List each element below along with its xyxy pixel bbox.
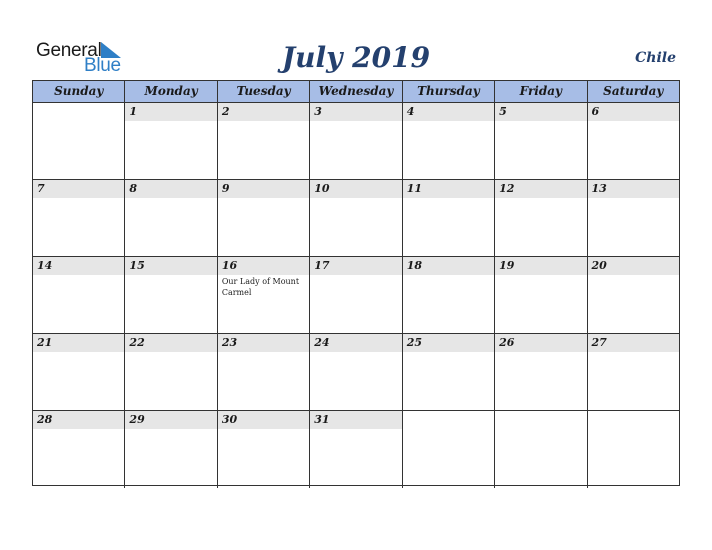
day-number: 1 (129, 105, 138, 118)
logo-text-general: General (36, 40, 102, 61)
day-cell-6 (588, 103, 679, 179)
weekday-header-monday: Monday (125, 81, 217, 102)
day-cell-5 (495, 103, 587, 179)
day-number: 13 (591, 182, 607, 195)
day-number: 26 (499, 336, 515, 349)
day-cell-22 (125, 334, 217, 410)
day-number: 24 (314, 336, 330, 349)
weekday-header-saturday: Saturday (603, 84, 664, 98)
day-number: 30 (221, 413, 238, 426)
day-band (125, 103, 216, 121)
day-cell-27 (588, 334, 679, 410)
day-cell-empty (495, 411, 587, 488)
day-number: 19 (499, 259, 515, 272)
weekday-header-sunday: Sunday (33, 81, 125, 102)
day-cell-1 (125, 103, 217, 179)
week-row (33, 257, 679, 334)
day-cell-25 (403, 334, 495, 410)
day-cell-16 (218, 257, 310, 333)
week-row (33, 180, 679, 257)
day-number: 14 (37, 259, 53, 272)
day-number: 4 (406, 105, 415, 118)
day-number: 16 (221, 259, 238, 272)
day-cell-30 (218, 411, 310, 488)
logo-text-blue: Blue (84, 55, 121, 76)
day-cell-3 (310, 103, 402, 179)
day-number: 31 (314, 413, 330, 426)
day-cell-13 (588, 180, 679, 256)
day-cell-15 (125, 257, 217, 333)
day-cell-empty (403, 411, 495, 488)
week-row (33, 411, 679, 488)
calendar-weeks (33, 103, 679, 488)
day-number: 12 (499, 182, 515, 195)
day-number: 23 (221, 336, 238, 349)
week-row (33, 103, 679, 180)
day-number: 8 (129, 182, 138, 195)
weekday-header-row (33, 81, 679, 103)
weekday-header-friday: Friday (495, 81, 587, 102)
calendar-grid (32, 80, 680, 486)
day-cell-12 (495, 180, 587, 256)
day-cell-4 (403, 103, 495, 179)
day-cell-2 (218, 103, 310, 179)
day-cell-20 (588, 257, 679, 333)
calendar-title: July 2019 (281, 41, 431, 74)
day-band (218, 180, 309, 198)
day-cell-24 (310, 334, 402, 410)
day-cell-21 (33, 334, 125, 410)
day-number: 11 (406, 182, 422, 195)
week-row (33, 334, 679, 411)
day-number: 17 (314, 259, 330, 272)
day-band (403, 103, 494, 121)
day-number: 2 (221, 105, 230, 118)
day-cell-7 (33, 180, 125, 256)
day-band (218, 103, 309, 121)
day-number: 15 (129, 259, 145, 272)
day-number: 28 (37, 413, 53, 426)
day-number: 3 (314, 105, 322, 118)
day-cell-31 (310, 411, 402, 488)
day-cell-28 (33, 411, 125, 488)
day-band (495, 103, 586, 121)
day-number: 21 (37, 336, 53, 349)
day-cell-11 (403, 180, 495, 256)
day-number: 7 (37, 182, 45, 195)
day-cell-8 (125, 180, 217, 256)
day-cell-29 (125, 411, 217, 488)
day-cell-26 (495, 334, 587, 410)
day-number: 5 (499, 105, 507, 118)
day-cell-14 (33, 257, 125, 333)
day-number: 18 (406, 259, 422, 272)
day-band (588, 103, 679, 121)
day-number: 10 (314, 182, 330, 195)
day-cell-18 (403, 257, 495, 333)
holiday-label: Our Lady of Mount Carmel (221, 277, 300, 297)
day-cell-10 (310, 180, 402, 256)
weekday-header-tuesday: Tuesday (218, 81, 310, 102)
day-number: 27 (591, 336, 607, 349)
day-band (33, 180, 124, 198)
weekday-header-wednesday: Wednesday (310, 81, 402, 102)
day-number: 9 (221, 182, 230, 195)
day-band (125, 180, 216, 198)
country-label: Chile (635, 50, 676, 66)
day-number: 25 (406, 336, 422, 349)
day-cell-9 (218, 180, 310, 256)
day-band (310, 103, 401, 121)
day-cell-23 (218, 334, 310, 410)
day-cell-empty (588, 411, 679, 488)
day-cell-empty (33, 103, 125, 179)
day-cell-17 (310, 257, 402, 333)
day-number: 22 (129, 336, 145, 349)
day-number: 6 (591, 105, 600, 118)
day-cell-19 (495, 257, 587, 333)
weekday-header-thursday: Thursday (403, 81, 495, 102)
day-number: 29 (129, 413, 145, 426)
day-number: 20 (591, 259, 607, 272)
